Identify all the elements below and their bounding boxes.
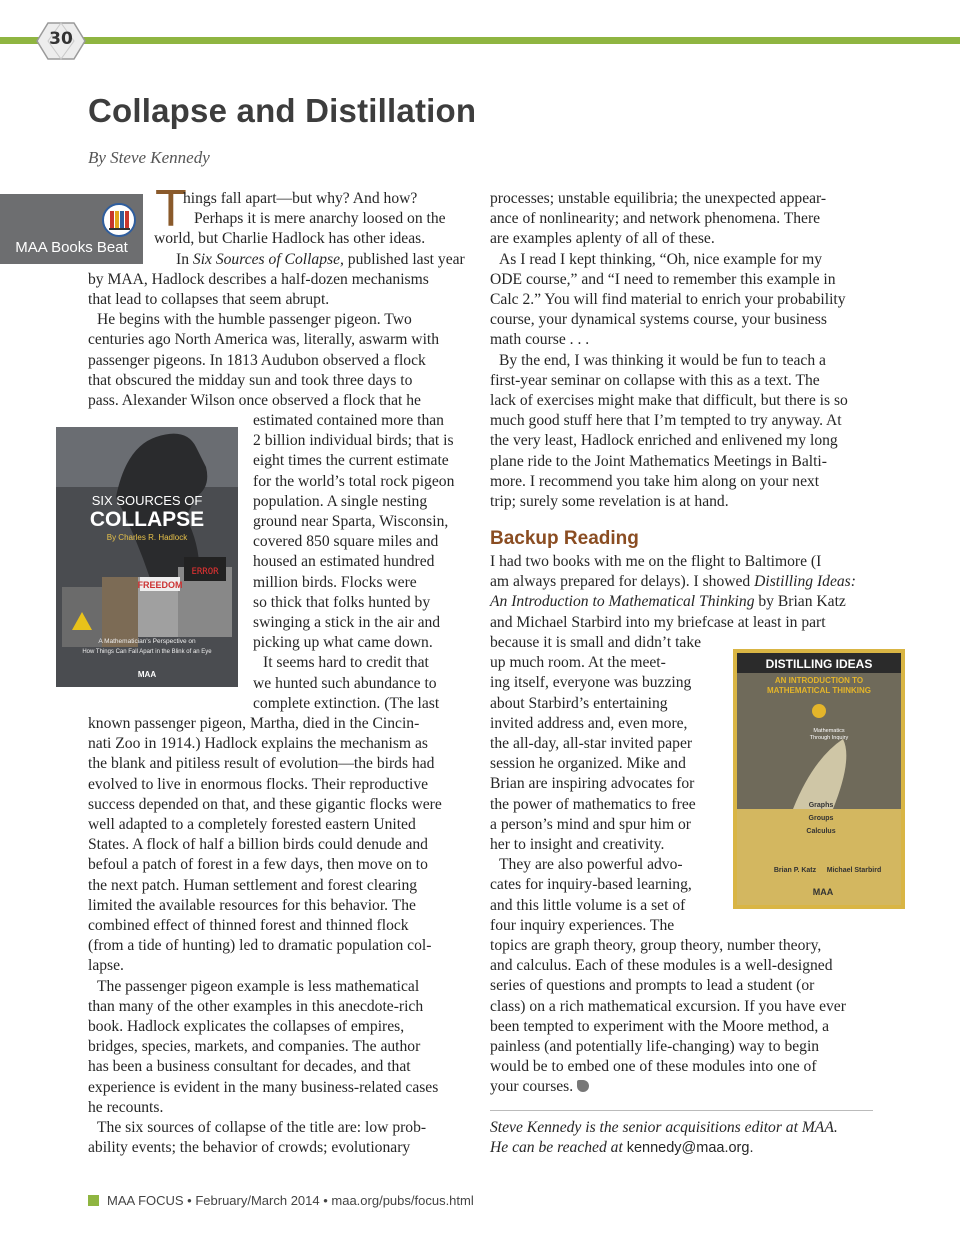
bio-period: . xyxy=(749,1140,754,1156)
text-line: hings fall apart—but why? And how? xyxy=(183,190,418,207)
text-line: course, your dynamical systems course, your business xyxy=(490,311,827,329)
text-line: painless (and potentially life-changing) way to begin xyxy=(490,1038,820,1055)
text-line: complete extinction. (The last xyxy=(253,694,440,712)
text-line: book. Hadlock explicates the collapses of empires, xyxy=(88,1018,405,1035)
cover1-title-line1: SIX SOURCES OF xyxy=(91,493,203,508)
text-line: about Starbird’s entertaining xyxy=(490,694,668,712)
text-line: ground near Sparta, Wisconsin, xyxy=(253,513,449,530)
text-line: and this little volume is a set of xyxy=(490,896,686,914)
cover2-series-icon xyxy=(812,704,826,718)
text-line: estimated contained more than xyxy=(253,412,444,429)
cover1-title-line2: COLLAPSE xyxy=(89,508,205,531)
page-number-badge xyxy=(36,22,86,60)
text-line: bridges, species, markets, and companies. The author xyxy=(88,1038,421,1056)
text-line: picking up what came down. xyxy=(253,634,433,652)
text-line: ing itself, everyone was buzzing xyxy=(490,674,692,692)
text-line: class) on a rich mathematical excursion. If you have ever xyxy=(490,997,846,1015)
text-line: Brian are inspiring advocates for xyxy=(490,775,695,793)
text-line: lack of exercises might make that difficult, but there is so xyxy=(490,392,848,409)
cover1-tagline-2: How Things Can Fall Apart in the Blink of an Eye xyxy=(82,649,212,655)
text-line: has been a business consultant for decades, and that xyxy=(88,1058,411,1076)
text-line: known passenger pigeon, Martha, died in the Cincin- xyxy=(88,715,420,732)
books-logo-icon xyxy=(101,202,137,238)
text-line: I had two books with me on the flight to Baltimore (I xyxy=(490,553,822,570)
footer-square-icon xyxy=(88,1195,99,1206)
text-line: are examples aplenty of all of these. xyxy=(490,230,715,248)
text-line: much good stuff here that I’m tempted to try anyway. At xyxy=(490,412,842,430)
text-line: population. A single nesting xyxy=(253,492,428,510)
page-footer xyxy=(88,1193,474,1208)
end-of-article-icon xyxy=(577,1080,589,1092)
text-line: invited address and, even more, xyxy=(490,714,688,732)
text-line: the very least, Hadlock enriched and enlivened my long xyxy=(490,432,838,450)
author-email-link[interactable]: kennedy@maa.org xyxy=(626,1140,750,1156)
text-line: ability events; the behavior of crowds; evolutionary xyxy=(88,1139,411,1157)
text-line: experience is evident in the many business-related cases xyxy=(88,1078,439,1096)
text-line: ODE course,” and “I need to remember this example in xyxy=(490,270,836,288)
text-line: (from a tide of hunting) led to dramatic population col- xyxy=(88,937,432,955)
six-sources-cover xyxy=(56,427,238,687)
text-line: They are also powerful advo- xyxy=(499,856,683,874)
text-line: States. A flock of half a billion birds could denude and xyxy=(88,836,428,854)
text-line: well adapted to a completely forested eastern United xyxy=(88,816,416,833)
text-line: session he organized. Mike and xyxy=(490,755,686,773)
text-line: limited the available resources for this behavior. The xyxy=(88,896,416,914)
cover2-author-1: Brian P. Katz xyxy=(773,867,817,874)
text-line: He begins with the humble passenger pigeon. Two xyxy=(97,311,412,329)
text-line: and Michael Starbird into my briefcase at least in part xyxy=(490,613,826,631)
text-line: we hunted such abundance to xyxy=(253,674,437,692)
text-line: nati Zoo in 1914.) Hadlock explains the mechanism as xyxy=(88,735,428,753)
text-line: by MAA, Hadlock describes a half-dozen mechanisms xyxy=(88,270,429,288)
cover1-tagline-1: A Mathematician's Perspective on xyxy=(98,638,196,645)
cover2-series-2: Through Inquiry xyxy=(809,735,849,741)
text-line: Calc 2.” You will find material to enrich your probability xyxy=(490,291,846,308)
text-line: combined effect of thinned forest and thinned flock xyxy=(88,917,409,934)
text-line: success depended on that, and these gigantic flocks were xyxy=(88,795,442,813)
text-line: An Introduction to Mathematical Thinking by Brian Katz xyxy=(490,593,846,611)
cover2-subtitle-2: MATHEMATICAL THINKING xyxy=(767,686,871,695)
text-line: pass. Alexander Wilson once observed a flock that he xyxy=(88,392,421,409)
text-line: eight times the current estimate xyxy=(253,452,449,470)
text-line: because it is small and didn’t take xyxy=(490,634,702,651)
byline: By Steve Kennedy xyxy=(88,148,210,167)
header-rule xyxy=(0,37,960,44)
text-line: four inquiry experiences. The xyxy=(490,916,675,934)
author-bio-line2 xyxy=(490,1138,753,1158)
text-line: world, but Charlie Hadlock has other ideas. xyxy=(154,230,426,248)
section-tab xyxy=(0,194,143,264)
text-line: 2 billion individual birds; that is xyxy=(253,432,454,450)
text-line: plane ride to the Joint Mathematics Meetings in Balti- xyxy=(490,452,827,470)
text-line: more. I recommend you take him along on your next xyxy=(490,472,820,490)
text-line: cates for inquiry-based learning, xyxy=(490,876,692,894)
cover1-sign-freedom: FREEDOM xyxy=(137,580,183,590)
text-line: so thick that folks hunted by xyxy=(253,593,431,611)
text-line: her to insight and creativity. xyxy=(490,836,665,853)
text-line: the power of mathematics to free xyxy=(490,795,696,813)
text-line: that obscured the midday sun and took three days to xyxy=(88,371,413,389)
text-line: housed an estimated hundred xyxy=(253,553,435,571)
author-bio-line1: Steve Kennedy is the senior acquisitions editor at MAA. xyxy=(490,1119,838,1136)
text-line: math course . . . xyxy=(490,331,590,349)
text-line: a person’s mind and spur him or xyxy=(490,815,691,833)
text-line: million birds. Flocks were xyxy=(253,573,417,591)
text-line: than many of the other examples in this anecdote-rich xyxy=(88,997,424,1015)
text-line: processes; unstable equilibria; the unexpected appear- xyxy=(490,190,827,207)
section-label: MAA Books Beat xyxy=(15,239,128,256)
text-line: been tempted to experiment with the Moore method, a xyxy=(490,1017,830,1035)
text-line: the next patch. Human settlement and forest clearing xyxy=(88,876,418,894)
page-number: 30 xyxy=(49,29,73,49)
cover1-publisher: MAA xyxy=(137,670,157,679)
text-line: lapse. xyxy=(88,957,124,975)
text-line: befoul a patch of forest in a few days, then move on to xyxy=(88,856,428,874)
text-line: would be to embed one of these modules into one of xyxy=(490,1058,817,1076)
text-line: centuries ago North America was, literally, aswarm with xyxy=(88,331,440,349)
text-line: evolved to live in enormous flocks. Their reproductive xyxy=(88,775,429,793)
cover2-subtitle-1: AN INTRODUCTION TO xyxy=(774,676,864,685)
text-line: for the world’s total rock pigeon xyxy=(253,472,455,490)
cover2-publisher: MAA xyxy=(812,887,834,897)
cover2-author-2: Michael Starbird xyxy=(826,867,882,874)
text-line: The six sources of collapse of the title are: low prob- xyxy=(97,1119,427,1136)
text-line: the blank and pitiless result of evolution—the birds had xyxy=(88,755,435,773)
text-line: covered 850 square miles and xyxy=(253,533,439,551)
drop-cap: T xyxy=(155,180,187,238)
text-line: he recounts. xyxy=(88,1098,164,1116)
footer-text: MAA FOCUS • February/March 2014 • maa.org/pubs/focus.html xyxy=(107,1193,474,1208)
text-line: your courses. xyxy=(490,1077,589,1097)
text-line: ance of nonlinearity; and network phenomena. There xyxy=(490,210,821,228)
text-line: In Six Sources of Collapse, published last year xyxy=(176,250,465,268)
text-line: The passenger pigeon example is less mathematical xyxy=(97,977,420,995)
cover2-series-1: Mathematics xyxy=(813,728,845,734)
text-line: series of questions and prompts to lead a student (or xyxy=(490,977,815,995)
cover2-topic-groups: Groups xyxy=(808,815,834,822)
cover2-topic-graphs: Graphs xyxy=(808,802,834,809)
text-line: up much room. At the meet- xyxy=(490,654,666,672)
text-line: Perhaps it is mere anarchy loosed on the xyxy=(194,210,446,228)
cover1-author: By Charles R. Hadlock xyxy=(106,533,188,542)
text-line: topics are graph theory, group theory, number theory, xyxy=(490,937,822,954)
text-line: trip; surely some revelation is at hand. xyxy=(490,493,729,510)
cover2-title: DISTILLING IDEAS xyxy=(765,657,873,671)
cover1-sign-error: ERROR xyxy=(191,567,219,577)
text-line: By the end, I was thinking it would be fun to teach a xyxy=(499,351,826,369)
text-line: and calculus. Each of these modules is a well-designed xyxy=(490,957,833,975)
text-line: first-year seminar on collapse with this as a text. The xyxy=(490,371,820,389)
subheading-backup-reading: Backup Reading xyxy=(490,528,639,549)
text-line: that lead to collapses that seem abrupt. xyxy=(88,291,330,308)
text-line: As I read I kept thinking, “Oh, nice example for my xyxy=(499,250,823,268)
text-line: passenger pigeons. In 1813 Audubon observed a flock xyxy=(88,351,426,369)
cover2-topic-calculus: Calculus xyxy=(806,828,836,835)
text-line: am always prepared for delays). I showed Distilling Ideas: xyxy=(490,573,856,591)
bio-contact-text: He can be reached at xyxy=(490,1139,623,1156)
text-line: swinging a stick in the air and xyxy=(253,614,441,631)
bio-rule xyxy=(490,1110,873,1111)
text-line: the all-day, all-star invited paper xyxy=(490,735,693,752)
text-line: It seems hard to credit that xyxy=(263,654,429,672)
article-title: Collapse and Distillation xyxy=(88,92,477,129)
distilling-ideas-cover xyxy=(733,649,905,909)
